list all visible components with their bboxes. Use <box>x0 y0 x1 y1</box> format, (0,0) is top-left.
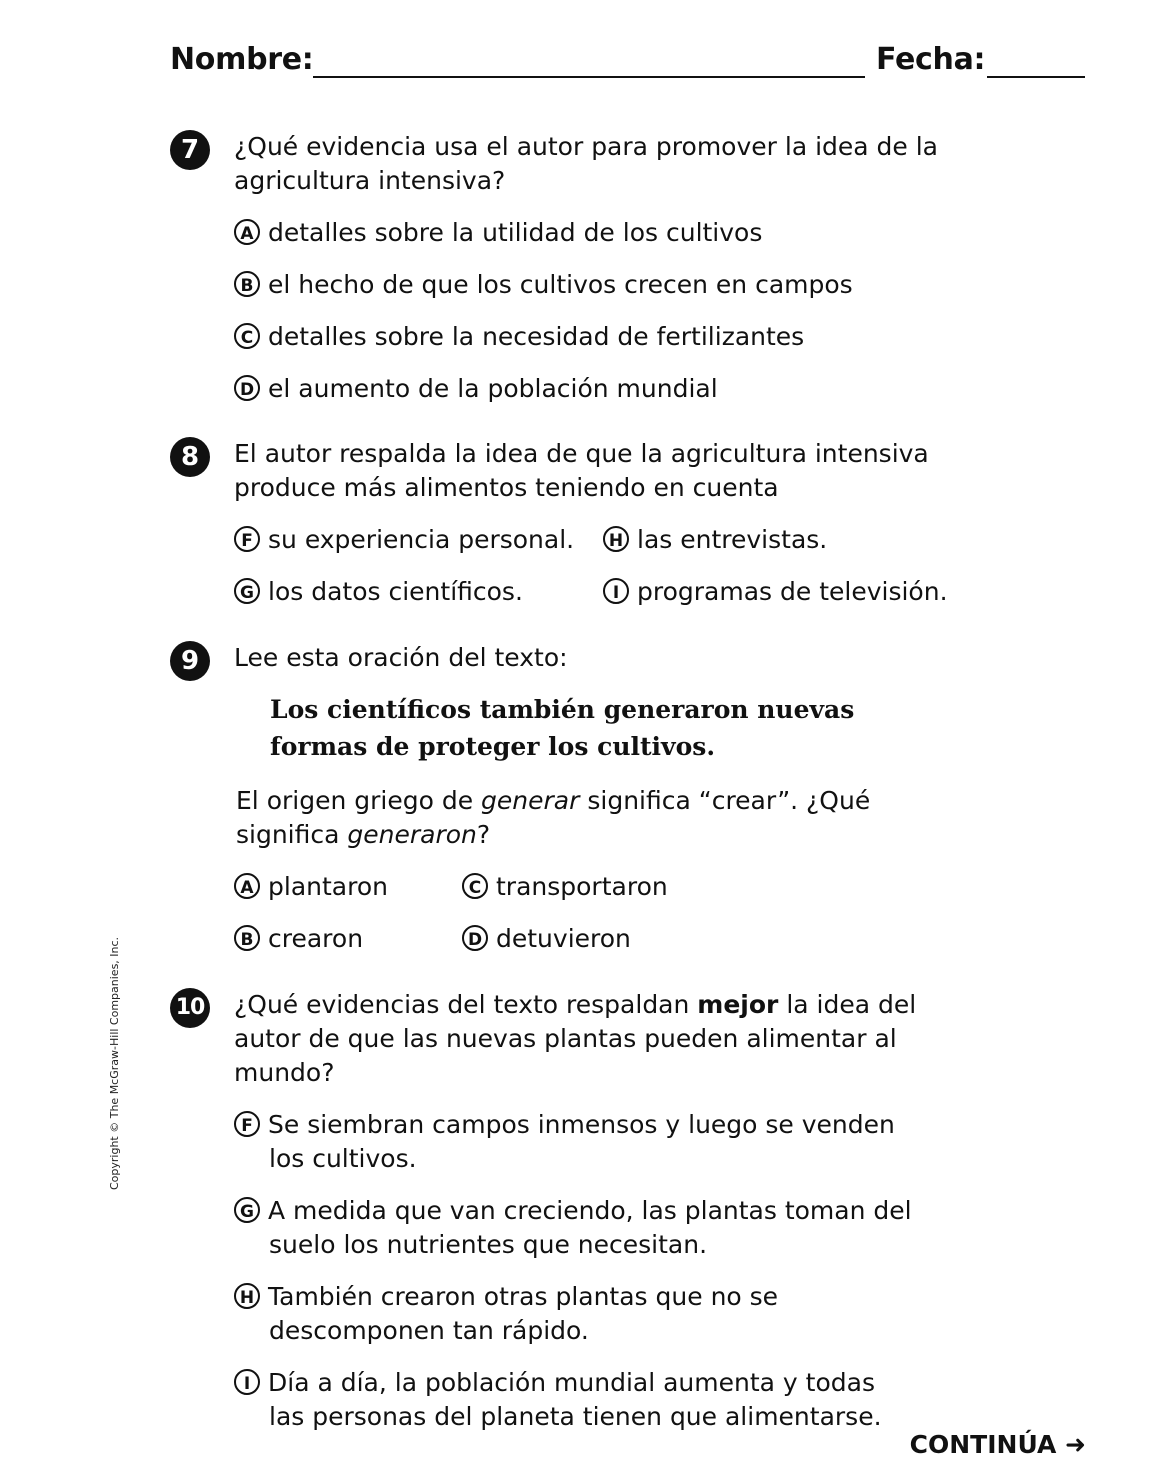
option-letter: D <box>462 925 488 951</box>
option-text: el aumento de la población mundial <box>268 374 718 403</box>
option-a[interactable] <box>234 870 388 904</box>
option-letter: H <box>603 526 629 552</box>
option-letter: F <box>234 526 260 552</box>
option-f[interactable] <box>234 523 574 557</box>
option-letter: H <box>234 1283 260 1309</box>
option-text: crearon <box>268 924 364 953</box>
option-letter: D <box>234 375 260 401</box>
option-letter: C <box>462 873 488 899</box>
question-stem <box>234 988 954 1090</box>
option-letter: I <box>234 1369 260 1395</box>
option-text: Se siembran campos inmensos y luego se venden los cultivos. <box>268 1110 895 1173</box>
stem-emphasis: mejor <box>697 990 779 1019</box>
option-letter: B <box>234 925 260 951</box>
option-letter: G <box>234 578 260 604</box>
question-number: 9 <box>170 641 210 681</box>
question-stem: El autor respalda la idea de que la agricultura intensiva produce más alimentos teniendo en cuenta <box>234 439 929 502</box>
followup-text: significa “crear”. ¿Qué significa <box>236 786 871 849</box>
option-text: plantaron <box>268 872 388 901</box>
option-text: detalles sobre la utilidad de los cultivos <box>268 218 763 247</box>
date-label: Fecha: <box>876 42 986 77</box>
option-f[interactable] <box>234 1108 914 1176</box>
option-letter: I <box>603 578 629 604</box>
option-letter: F <box>234 1111 260 1137</box>
option-a[interactable] <box>234 216 762 250</box>
option-text: También crearon otras plantas que no se descomponen tan rápido. <box>268 1282 779 1345</box>
name-field[interactable] <box>313 76 865 78</box>
question-number: 10 <box>170 988 210 1028</box>
followup-text: El origen griego de <box>236 786 482 815</box>
option-h[interactable] <box>603 523 827 557</box>
option-letter: C <box>234 323 260 349</box>
option-letter: G <box>234 1197 260 1223</box>
option-i[interactable] <box>234 1366 914 1434</box>
option-text: los datos científicos. <box>268 577 523 606</box>
stem-text: la idea del autor de que las nuevas plantas pueden alimentar al mundo? <box>234 990 917 1087</box>
option-i[interactable] <box>603 575 948 609</box>
option-text: su experiencia personal. <box>268 525 575 554</box>
option-text: A medida que van creciendo, las plantas toman del suelo los nutrientes que necesitan. <box>268 1196 912 1259</box>
option-letter: A <box>234 219 260 245</box>
option-g[interactable] <box>234 1194 914 1262</box>
question-stem: ¿Qué evidencia usa el autor para promover la idea de la agricultura intensiva? <box>234 132 939 195</box>
option-d[interactable] <box>234 372 718 406</box>
followup-text: ? <box>476 820 491 849</box>
option-letter: B <box>234 271 260 297</box>
option-c[interactable] <box>462 870 668 904</box>
stem-text: ¿Qué evidencias del texto respaldan <box>234 990 698 1019</box>
continue-indicator: CONTINÚA ➜ <box>909 1430 1086 1459</box>
option-text: el hecho de que los cultivos crecen en campos <box>268 270 853 299</box>
option-g[interactable] <box>234 575 523 609</box>
option-d[interactable] <box>462 922 631 956</box>
question-number: 8 <box>170 437 210 477</box>
header <box>170 40 1085 80</box>
option-text: detalles sobre la necesidad de fertilizantes <box>268 322 805 351</box>
option-letter: A <box>234 873 260 899</box>
date-field[interactable] <box>987 76 1085 78</box>
question-stem: Lee esta oración del texto: <box>234 643 568 672</box>
name-label: Nombre: <box>170 42 314 77</box>
question-number: 7 <box>170 130 210 170</box>
option-text: detuvieron <box>496 924 631 953</box>
option-text: programas de televisión. <box>637 577 948 606</box>
option-c[interactable] <box>234 320 804 354</box>
copyright-notice: Copyright © The McGraw-Hill Companies, Inc. <box>108 936 121 1190</box>
option-text: las entrevistas. <box>637 525 828 554</box>
quoted-sentence: Los científicos también generaron nuevas formas de proteger los cultivos. <box>270 695 855 761</box>
option-b[interactable] <box>234 268 853 302</box>
option-text: transportaron <box>496 872 668 901</box>
question-followup <box>236 784 956 852</box>
option-b[interactable] <box>234 922 363 956</box>
word-generar: generar <box>481 786 580 815</box>
option-h[interactable] <box>234 1280 914 1348</box>
word-generaron: generaron <box>347 820 477 849</box>
option-text: Día a día, la población mundial aumenta y todas las personas del planeta tienen que alimentarse. <box>268 1368 882 1431</box>
